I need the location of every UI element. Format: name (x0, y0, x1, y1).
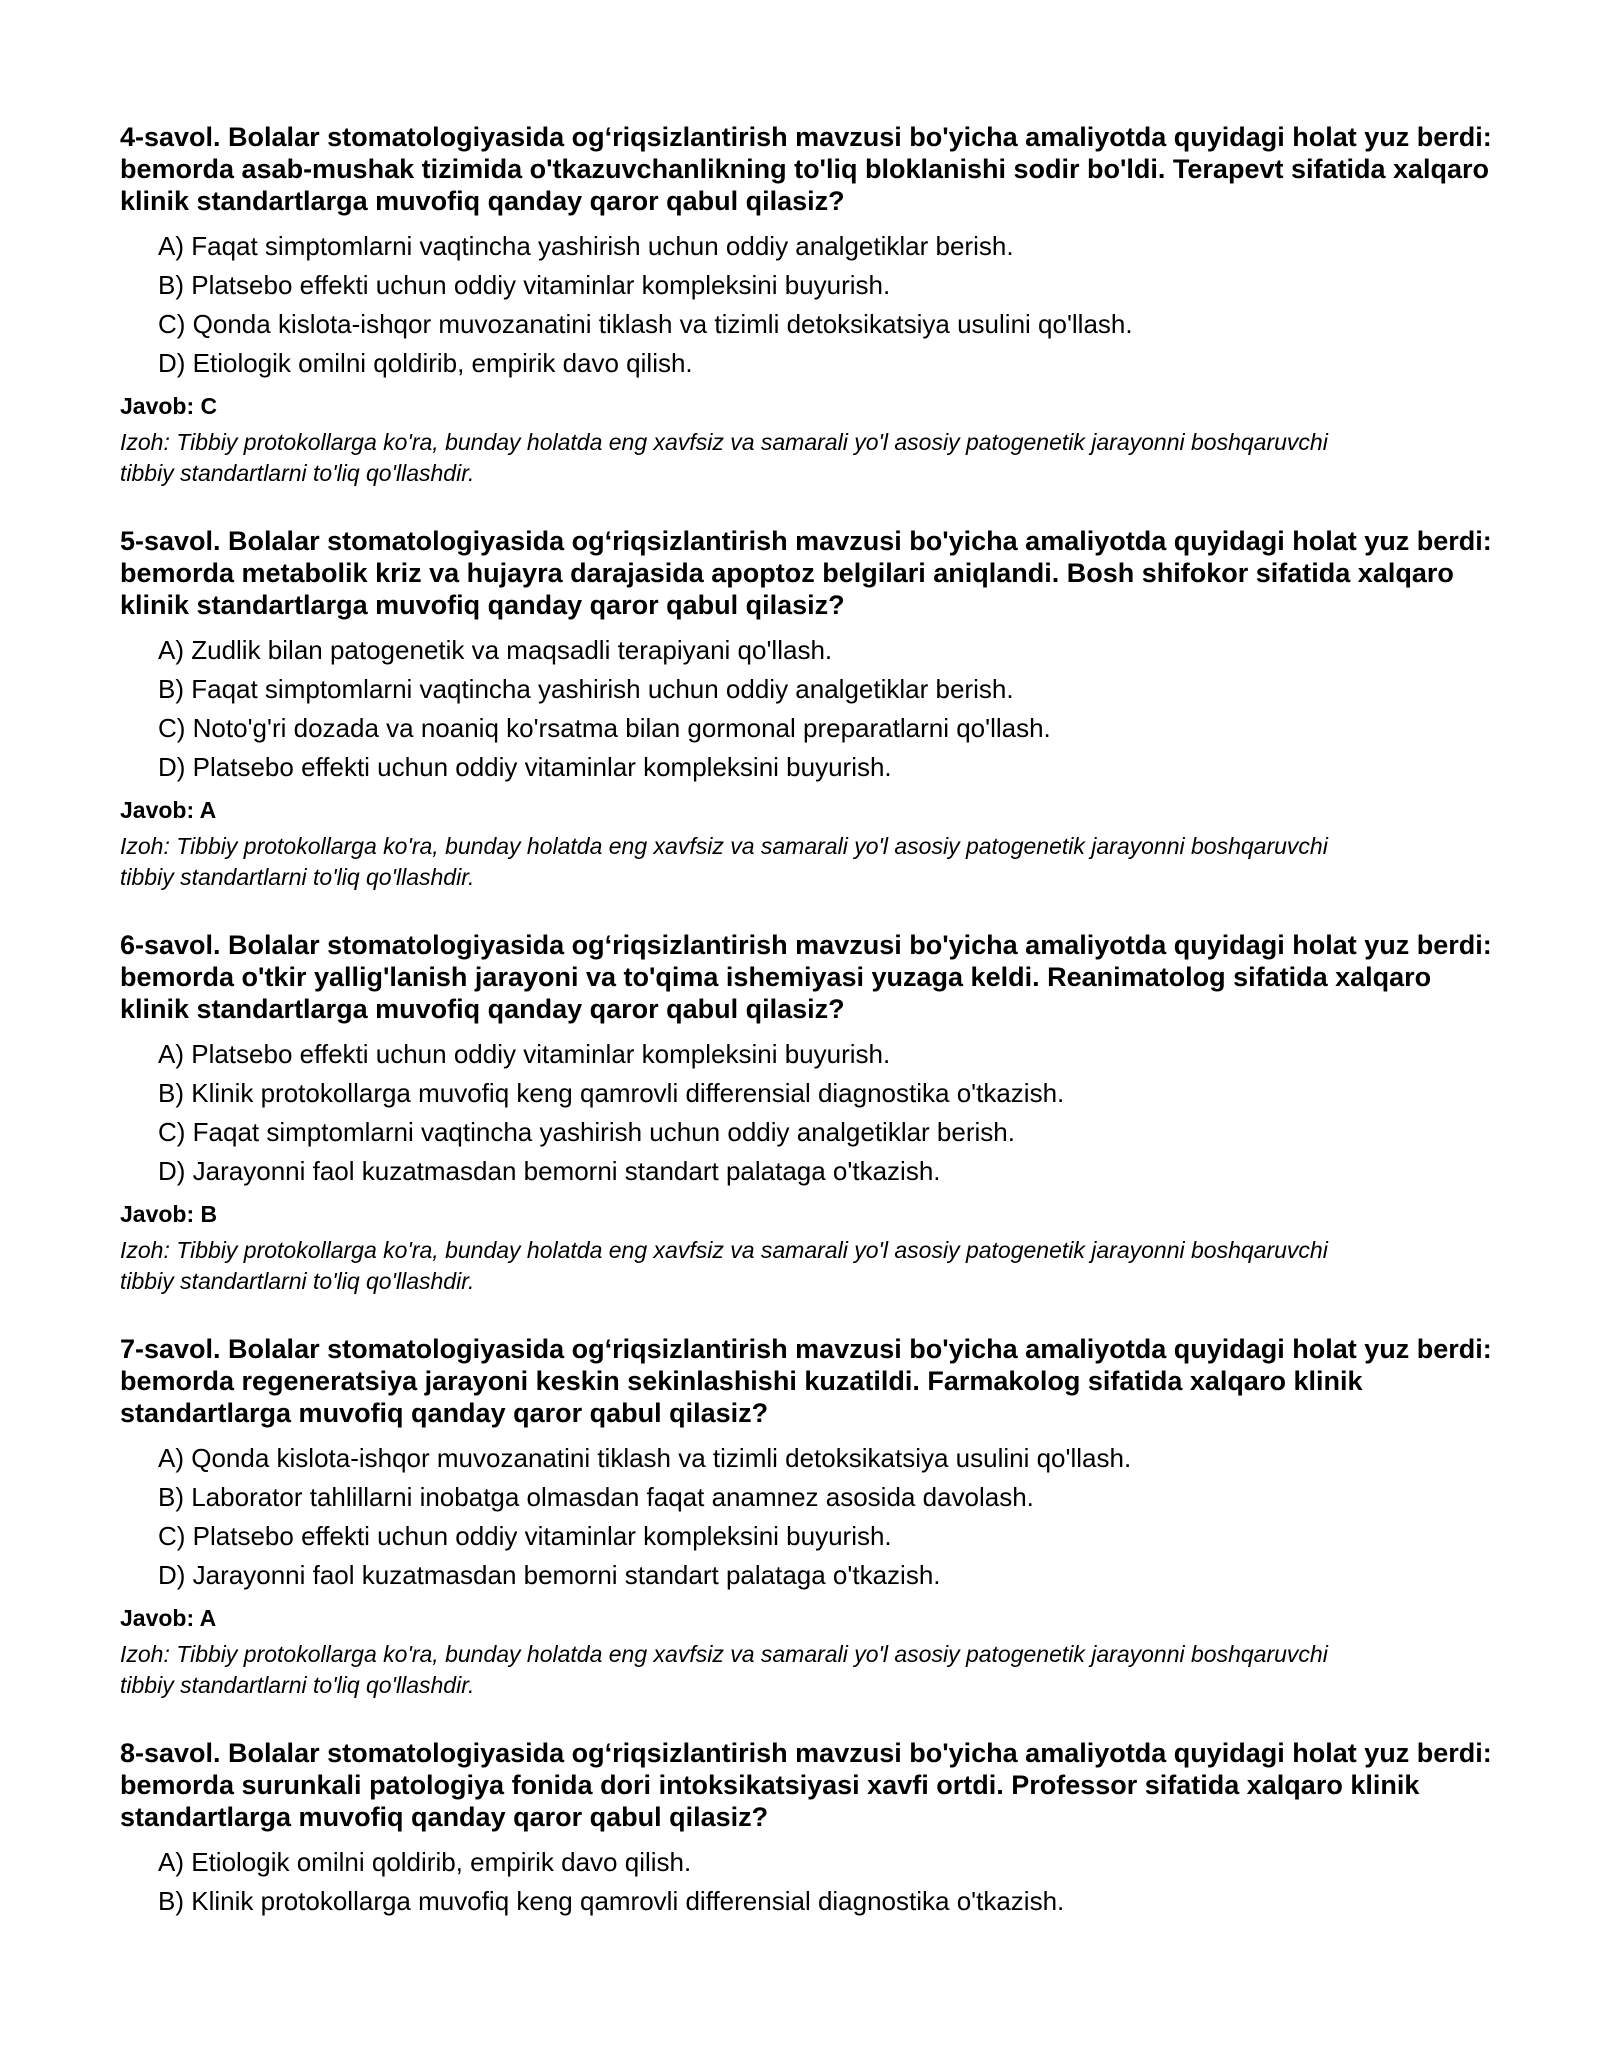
options-list (120, 227, 1500, 383)
options-list (120, 631, 1500, 787)
option-c: C) Noto'g'ri dozada va noaniq ko'rsatma bilan gormonal preparatlarni qo'llash. (158, 713, 1051, 743)
answer-label: Javob: A (120, 1605, 217, 1631)
answer-label: Javob: B (120, 1201, 218, 1227)
question-8 (120, 1737, 1500, 1921)
document-page (120, 121, 1500, 1957)
question-7 (120, 1333, 1500, 1701)
question-text: 5-savol. Bolalar stomatologiyasida og‘riqsizlantirish mavzusi bo'yicha amaliyotda quyidagi holat yuz berdi: bemorda metabolik kriz va hujayra darajasida apoptoz belgilari aniqlandi. Bosh shifokor sifatida xalqaro klinik standartlarga muvofiq qanday qaror qabul qilasiz? (120, 526, 1492, 620)
options-list (120, 1843, 1500, 1921)
question-text: 7-savol. Bolalar stomatologiyasida og‘riqsizlantirish mavzusi bo'yicha amaliyotda quyidagi holat yuz berdi: bemorda regeneratsiya jarayoni keskin sekinlashishi kuzatildi. Farmakolog sifatida xalqaro klinik standartlarga muvofiq qanday qaror qabul qilasiz? (120, 1334, 1492, 1428)
option-b: B) Laborator tahlillarni inobatga olmasdan faqat anamnez asosida davolash. (158, 1482, 1034, 1512)
option-a: A) Faqat simptomlarni vaqtincha yashirish uchun oddiy analgetiklar berish. (158, 231, 1014, 261)
explanation-note: Izoh: Tibbiy protokollarga ko'ra, bunday holatda eng xavfsiz va samarali yo'l asosiy patogenetik jarayonni boshqaruvchi tibbiy standartlarni to'liq qo'llashdir. (120, 429, 1328, 486)
option-d: D) Platsebo effekti uchun oddiy vitaminlar kompleksini buyurish. (158, 752, 892, 782)
option-d: D) Etiologik omilni qoldirib, empirik davo qilish. (158, 348, 693, 378)
option-c: C) Faqat simptomlarni vaqtincha yashirish uchun oddiy analgetiklar berish. (158, 1117, 1015, 1147)
option-c: C) Platsebo effekti uchun oddiy vitaminlar kompleksini buyurish. (158, 1521, 892, 1551)
option-d: D) Jarayonni faol kuzatmasdan bemorni standart palataga o'tkazish. (158, 1156, 941, 1186)
option-b: B) Klinik protokollarga muvofiq keng qamrovli differensial diagnostika o'tkazish. (158, 1078, 1065, 1108)
question-text: 8-savol. Bolalar stomatologiyasida og‘riqsizlantirish mavzusi bo'yicha amaliyotda quyidagi holat yuz berdi: bemorda surunkali patologiya fonida dori intoksikatsiyasi xavfi ortdi. Professor sifatida xalqaro klinik standartlarga muvofiq qanday qaror qabul qilasiz? (120, 1738, 1492, 1832)
option-b: B) Platsebo effekti uchun oddiy vitaminlar kompleksini buyurish. (158, 270, 891, 300)
options-list (120, 1439, 1500, 1595)
answer-label: Javob: A (120, 797, 217, 823)
option-a: A) Qonda kislota-ishqor muvozanatini tiklash va tizimli detoksikatsiya usulini qo'llash. (158, 1443, 1132, 1473)
question-6 (120, 929, 1500, 1297)
option-d: D) Jarayonni faol kuzatmasdan bemorni standart palataga o'tkazish. (158, 1560, 941, 1590)
explanation-note: Izoh: Tibbiy protokollarga ko'ra, bunday holatda eng xavfsiz va samarali yo'l asosiy patogenetik jarayonni boshqaruvchi tibbiy standartlarni to'liq qo'llashdir. (120, 1237, 1328, 1294)
option-a: A) Platsebo effekti uchun oddiy vitaminlar kompleksini buyurish. (158, 1039, 891, 1069)
option-b: B) Faqat simptomlarni vaqtincha yashirish uchun oddiy analgetiklar berish. (158, 674, 1014, 704)
option-a: A) Etiologik omilni qoldirib, empirik davo qilish. (158, 1847, 692, 1877)
question-5 (120, 525, 1500, 893)
answer-label: Javob: C (120, 393, 218, 419)
option-b: B) Klinik protokollarga muvofiq keng qamrovli differensial diagnostika o'tkazish. (158, 1886, 1065, 1916)
question-4 (120, 121, 1500, 489)
explanation-note: Izoh: Tibbiy protokollarga ko'ra, bunday holatda eng xavfsiz va samarali yo'l asosiy patogenetik jarayonni boshqaruvchi tibbiy standartlarni to'liq qo'llashdir. (120, 833, 1328, 890)
option-c: C) Qonda kislota-ishqor muvozanatini tiklash va tizimli detoksikatsiya usulini qo'llash. (158, 309, 1133, 339)
option-a: A) Zudlik bilan patogenetik va maqsadli terapiyani qo'llash. (158, 635, 833, 665)
options-list (120, 1035, 1500, 1191)
question-text: 4-savol. Bolalar stomatologiyasida og‘riqsizlantirish mavzusi bo'yicha amaliyotda quyidagi holat yuz berdi: bemorda asab-mushak tizimida o'tkazuvchanlikning to'liq bloklanishi sodir bo'ldi. Terapevt sifatida xalqaro klinik standartlarga muvofiq qanday qaror qabul qilasiz? (120, 122, 1492, 216)
explanation-note: Izoh: Tibbiy protokollarga ko'ra, bunday holatda eng xavfsiz va samarali yo'l asosiy patogenetik jarayonni boshqaruvchi tibbiy standartlarni to'liq qo'llashdir. (120, 1641, 1328, 1698)
question-text: 6-savol. Bolalar stomatologiyasida og‘riqsizlantirish mavzusi bo'yicha amaliyotda quyidagi holat yuz berdi: bemorda o'tkir yallig'lanish jarayoni va to'qima ishemiyasi yuzaga keldi. Reanimatolog sifatida xalqaro klinik standartlarga muvofiq qanday qaror qabul qilasiz? (120, 930, 1492, 1024)
